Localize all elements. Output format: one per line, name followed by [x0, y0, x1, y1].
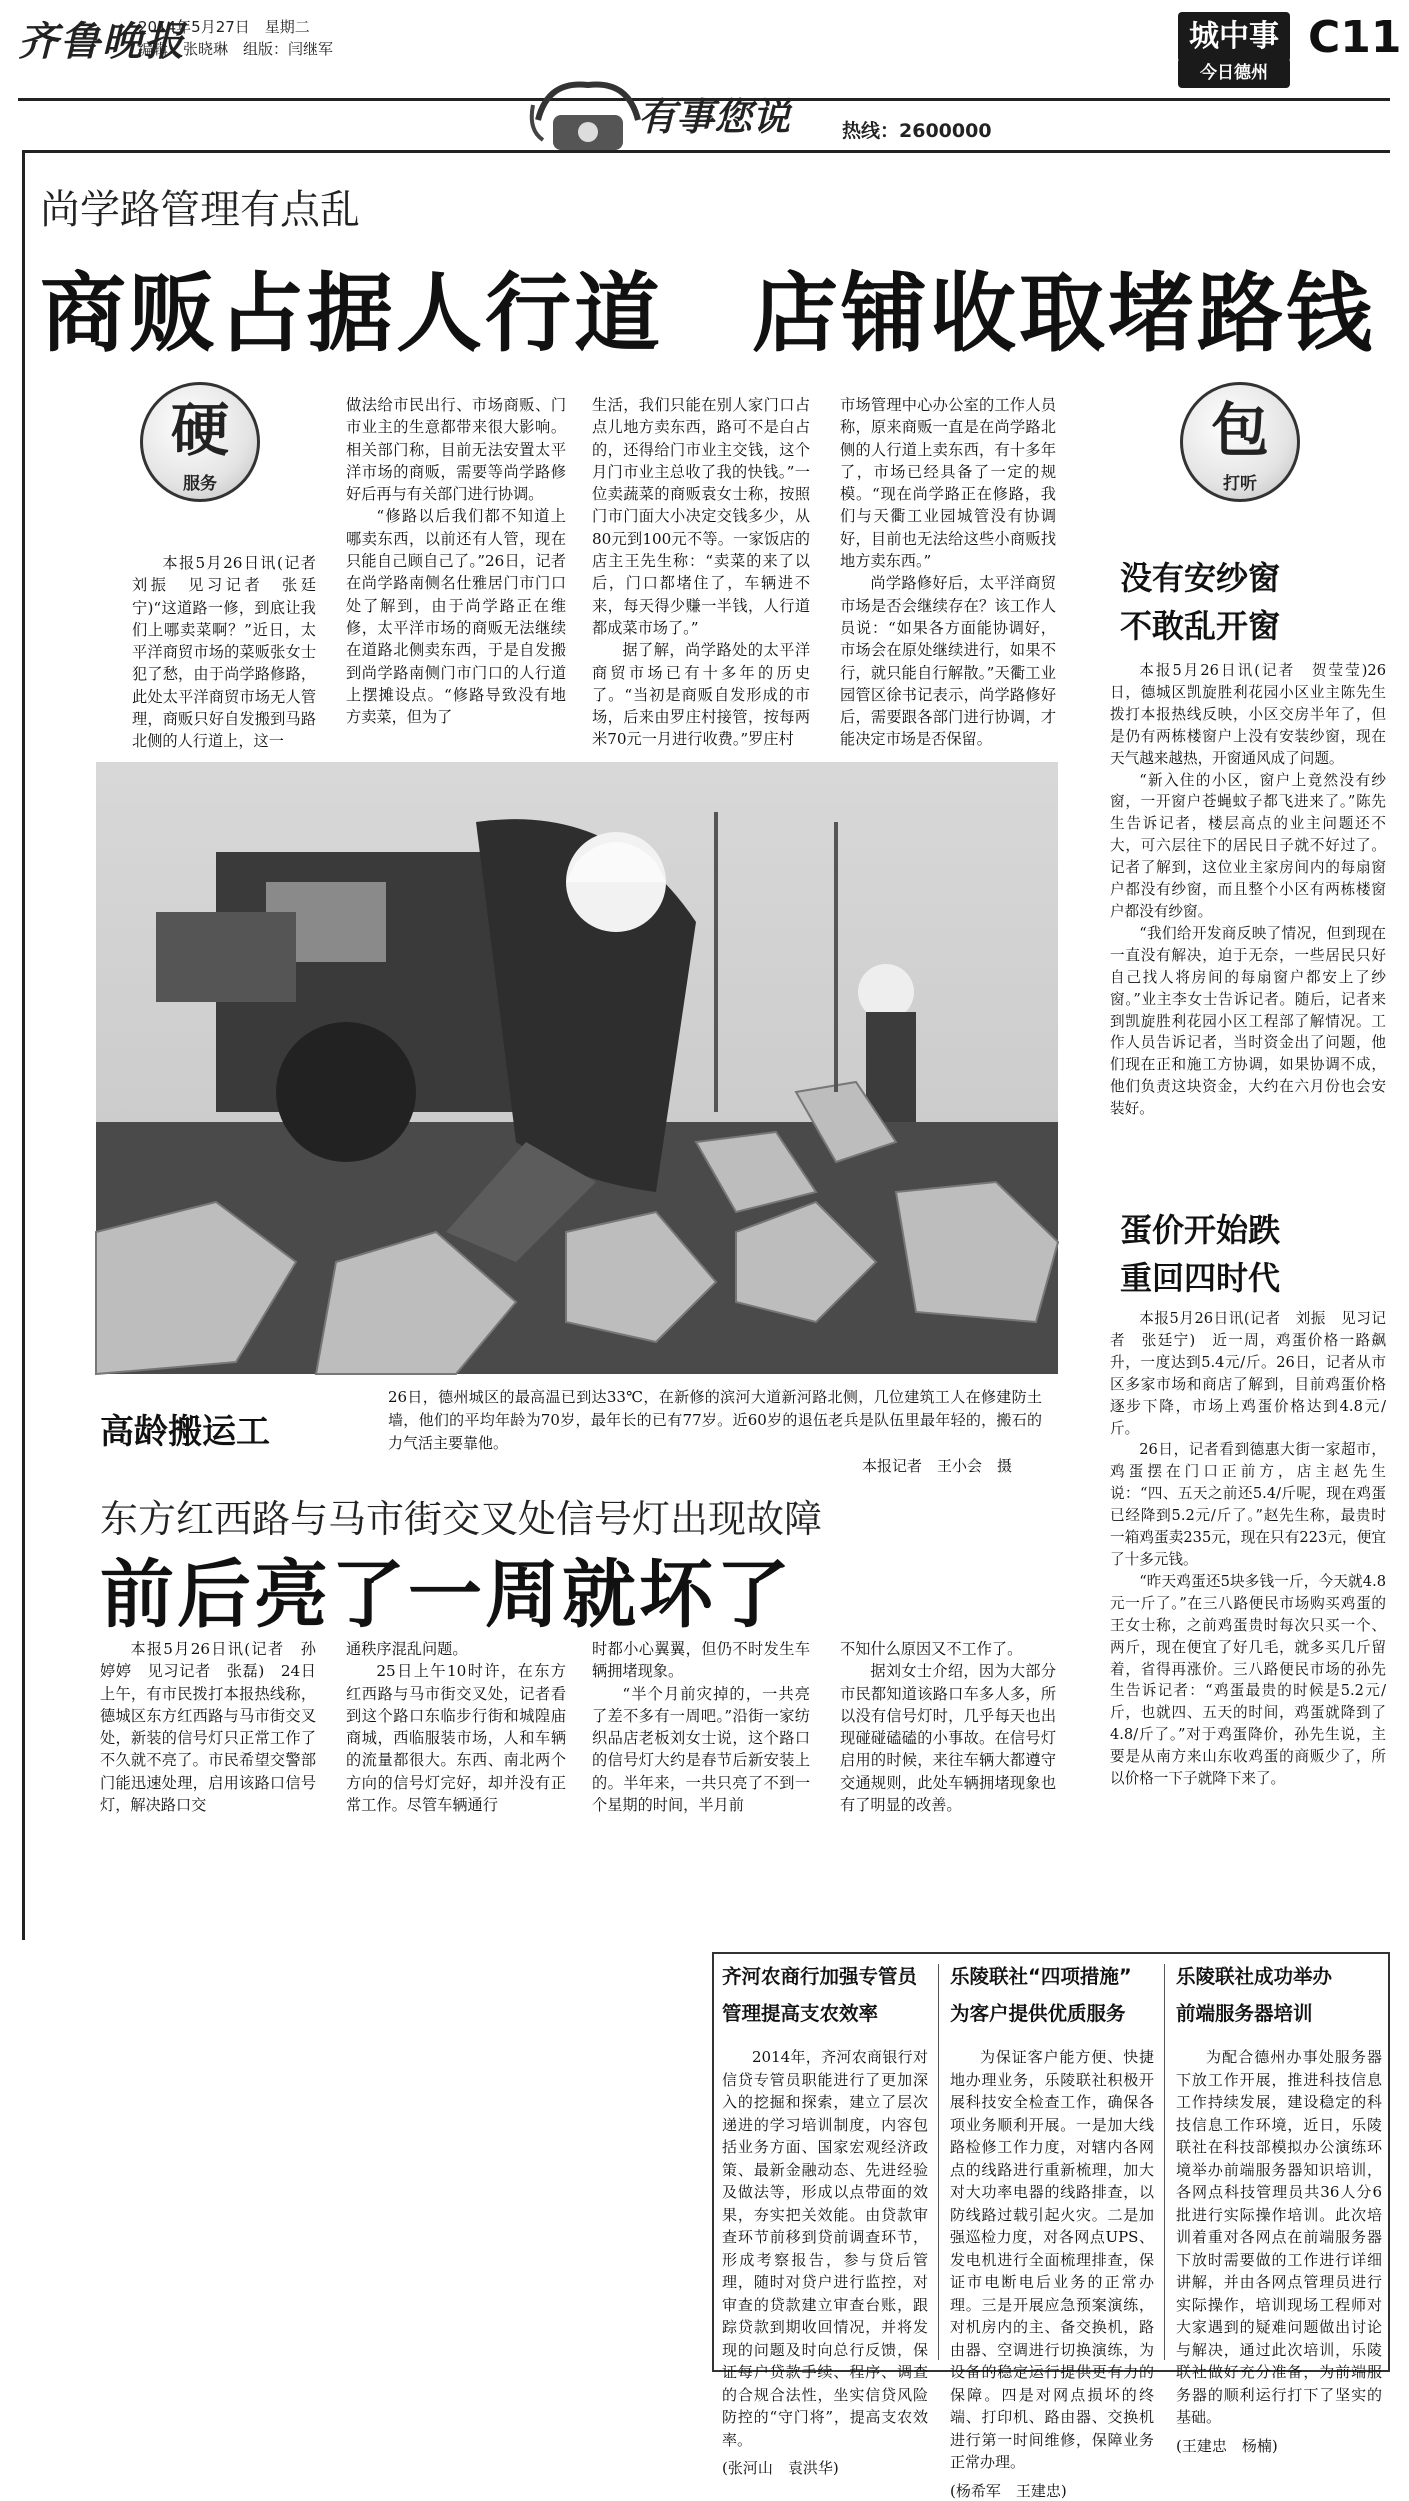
lead-story-column-4 [840, 394, 1056, 751]
brief-headline: 为客户提供优质服务 [950, 2002, 1126, 2025]
paragraph: “昨天鸡蛋还5块多钱一斤，今天就4.8元一斤了。”在三八路便民市场购买鸡蛋的王女士称，之前鸡蛋贵时每次只买一个、两斤，现在便宜了好几毛，就多买几斤留着，省得再涨价。三八路便民市场的孙先生告诉记者：“鸡蛋最贵的时候是5.2元/斤，也就四、五天的时间，鸡蛋就降到了4.8/斤了。”对于鸡蛋降价，孙先生说，主要是从南方来山东收鸡蛋的商贩少了，所以价格一下子就降下来了。 [1110, 1572, 1386, 1788]
news-photo [96, 762, 1058, 1374]
badge-character: 硬 [170, 396, 229, 464]
paragraph: 为保证客户能方便、快捷地办理业务，乐陵联社积极开展科技安全检查工作，确保各项业务顺利开展。一是加大线路检修工作力度，对辖内各网点的线路进行重新梳理，加大对大功率电器的线路排查，以防线路过载引起火灾。二是加强巡检力度，对各网点UPS、发电机进行全面梳理排查，保证市电断电后业务的正常办理。三是开展应急预案演练，对机房内的主、备交换机，路由器、空调进行切换演练，为设备的稳定运行提供更有力的保障。四是对网点损坏的终端、打印机、路由器、交换机进行第一时间维修，保障业务正常办理。 [950, 2048, 1154, 2471]
brief-1 [722, 1958, 928, 2478]
hotline: 热线：2600000 [842, 120, 992, 142]
side-story-1-body [1110, 660, 1386, 1120]
paragraph: “新入住的小区，窗户上竟然没有纱窗，一开窗户苍蝇蚊子都飞进来了。”陈先生告诉记者，楼层高点的业主问题还不大，可六层往下的居民日子就不好过了。记者了解到，这位业主家房间内的每扇窗户都没有纱窗，而且整个小区有两栋楼窗户都没有纱窗。 [1110, 771, 1386, 920]
section-title: 城中事 [1178, 12, 1290, 62]
lead-story-column-3 [592, 394, 810, 751]
paragraph: 本报5月26日讯(记者 孙婷婷 见习记者 张磊) 24日上午，有市民拨打本报热线称，德城区东方红西路与马市街交叉处，新装的信号灯只正常工作了不久就不亮了。市民希望交警部门能迅速处理，启用该路口信号灯，解决路口交 [100, 1640, 316, 1815]
brief-byline: (杨希军 王建忠) [950, 2481, 1067, 2500]
brief-headline: 前端服务器培训 [1176, 2002, 1313, 2025]
lead-story-headline: 商贩占据人行道 店铺收取堵路钱 [40, 264, 1375, 364]
paragraph: 据刘女士介绍，因为大部分市民都知道该路口车多人多，所以没有信号灯时，几乎每天也出现碰碰磕磕的小事故。在信号灯启用的时候，来往车辆大都遵守交通规则，此处车辆拥堵现象也有了明显的改善。 [840, 1662, 1056, 1815]
paragraph: 尚学路修好后，太平洋商贸市场是否会继续存在？该工作人员说：“如果各方面能协调好，市场会在原处继续进行，如果不行，就只能自行解散。”天衢工业园管区徐书记表示，尚学路修好后，需要跟各部门进行协调，才能决定市场是否保留。 [840, 574, 1056, 749]
paragraph: 为配合德州办事处服务器下放工作开展，推进科技信息工作持续发展，建设稳定的科技信息工作环境，近日，乐陵联社在科技部模拟办公演练环境举办前端服务器知识培训，各网点科技管理员共36人分6批进行实际操作培训。此次培训着重对各网点在前端服务器下放时需要做的工作进行详细讲解，并由各网点管理员进行实际操作，培训现场工程师对大家遇到的疑难问题做出讨论与解决，通过此次培训，乐陵联社做好充分准备，为前端服务器的顺利运行打下了坚实的基础。 [1176, 2048, 1382, 2426]
paragraph: 不知什么原因又不工作了。 [840, 1640, 1023, 1658]
brief-headline: 管理提高支农效率 [722, 2002, 879, 2025]
paragraph: 生活，我们只能在别人家门口占点儿地方卖东西，路可不是白占的，还得给门市业主交钱，这个月门市业主总收了我的快钱。”一位卖蔬菜的商贩袁女士称，按照门市门面大小决定交钱多少，从80元到100元不等。一家饭店的店主王先生称：“卖菜的来了以后，门口都堵住了，车辆进不来，每天得少赚一半钱，人行道都成菜市场了。” [592, 396, 810, 637]
masthead-logo: 齐鲁晚报 [18, 18, 186, 65]
photo-credit: 本报记者 王小会 摄 [861, 1457, 1012, 1475]
construction-workers-illustration [96, 762, 1058, 1374]
badge-label: 打听 [1223, 474, 1257, 494]
brief-body [722, 2046, 928, 2451]
caption-text: 26日，德州城区的最高温已到达33℃，在新修的滨河大道新河路北侧，几位建筑工人在修建防土墙，他们的平均年龄为70岁，最年长的已有77岁。近60岁的退伍老兵是队伍里最年轻的，搬石的力气活主要靠他。 [388, 1388, 1042, 1452]
paragraph: 市场管理中心办公室的工作人员称，原来商贩一直是在尚学路北侧的人行道上卖东西，有十多年了，市场已经具备了一定的规模。“现在尚学路正在修路，我们与天衢工业园城管没有协调好，目前也无法给这些小商贩找地方卖东西。” [840, 396, 1056, 571]
paragraph: 2014年，齐河农商银行对信贷专管员职能进行了更加深入的挖掘和探索，建立了层次递进的学习培训制度，内容包括业务方面、国家宏观经济政策、最新金融动态、先进经验及做法等，形成以点带面的效果，夯实把关效能。由贷款审查环节前移到贷前调查环节，形成考察报告，参与贷后管理，随时对贷户进行监控，对审查的贷款建立审查台账，跟踪贷款到期收回情况，并将发现的问题及时向总行反馈，保证每户贷款手续、程序、调查的合规合法性，坐实信贷风险防控的“守门将”，提高支农效率。 [722, 2048, 928, 2449]
photo-caption [388, 1386, 1042, 1478]
photo-title: 高龄搬运工 [100, 1412, 270, 1452]
brief-headline: 乐陵联社“四项措施” [950, 1965, 1132, 1988]
paragraph: 本报5月26日讯(记者 贺莹莹)26日，德城区凯旋胜利花园小区业主陈先生拨打本报热线反映，小区交房半年了，但是仍有两栋楼窗户上没有安装纱窗，现在天气越来越热，开窗通风成了问题。 [1110, 662, 1386, 767]
inquiry-badge [1180, 382, 1300, 502]
paragraph: 通秩序混乱问题。 [346, 1640, 468, 1658]
side-story-1-headline: 没有安纱窗不敢乱开窗 [1120, 559, 1281, 645]
second-story-column-2 [346, 1638, 566, 1816]
paragraph: “修路以后我们都不知道上哪卖东西，以前还有人管，现在只能自己顾自己了。”26日，记者在尚学路南侧名仕雅居门市门口处了解到，由于尚学路正在维修，太平洋市场的商贩无法继续在道路北侧卖东西，于是自发搬到尚学路南侧门市门口的人行道上摆摊设点。“修路导致没有地方卖菜，但为了 [346, 507, 566, 727]
brief-body [1176, 2046, 1382, 2429]
side-story-2-headline: 蛋价开始跌重回四时代 [1120, 1211, 1281, 1297]
paragraph: “半个月前灾掉的，一共亮了差不多有一周吧。”沿街一家纺织品店老板刘女士说，这个路口的信号灯大约是春节后新安装上的。半年来，一共只亮了不到一个星期的时间，半月前 [592, 1684, 810, 1815]
second-story-column-4 [840, 1638, 1056, 1816]
brief-byline: (张河山 袁洪华) [722, 2459, 839, 2477]
paragraph: 做法给市民出行、市场商贩、门市业主的生意都带来很大影响。相关部门称，目前无法安置太平洋市场的商贩，需要等尚学路修好后再与有关部门进行协调。 [346, 396, 566, 504]
side-story-2-body [1110, 1308, 1386, 1790]
editor-line: 编辑：张晓琳 组版：闫继军 [138, 40, 334, 58]
paragraph: “我们给开发商反映了情况，但到现在一直没有解决，迫于无奈，一些居民只好自己找人将房间的每扇窗户都安上了纱窗。”业主李女士告诉记者。随后，记者来到凯旋胜利花园小区工程部了解情况。工作人员告诉记者，当时资金出了问题，他们现在正和施工方协调，如果协调不成，他们负责这块资金，大约在六月份也会安装好。 [1110, 924, 1386, 1118]
paragraph: 本报5月26日讯(记者 刘振 见习记者 张廷宁) 近一周，鸡蛋价格一路飙升，一度达到5.4元/斤。26日，记者从市区多家市场和商店了解到，目前鸡蛋价格逐步下降，市场上鸡蛋价格达到4.8元/斤。 [1110, 1310, 1386, 1437]
hard-service-badge [140, 382, 260, 502]
badge-label: 服务 [183, 474, 217, 494]
paragraph: 26日，记者看到德惠大街一家超市，鸡蛋摆在门口正前方，店主赵先生说：“四、五天之前还5.4/斤呢，现在鸡蛋已经降到5.2元/斤了。”赵先生称，最贵时一箱鸡蛋卖235元，现在只有223元，便宜了十多元钱。 [1110, 1441, 1386, 1568]
date-line: 2014年5月27日 星期二 [138, 18, 310, 36]
paragraph: 本报5月26日讯(记者 刘振 见习记者 张廷宁)“这道路一修，到底让我们上哪卖菜啊？”近日，太平洋商贸市场的菜贩张女士犯了愁，由于尚学路修路，此处太平洋商贸市场无人管理，商贩只好自发搬到马路北侧的人行道上，这一 [132, 554, 332, 751]
lead-story-column-2 [346, 394, 566, 728]
page-number: C11 [1308, 12, 1402, 63]
column-divider [1164, 1964, 1165, 2360]
brief-byline: (王建忠 杨楠) [1176, 2436, 1278, 2455]
telephone-icon [528, 60, 648, 160]
second-story-column-3 [592, 1638, 810, 1816]
brief-3 [1176, 1958, 1382, 2456]
second-story-kicker: 东方红西路与马市街交叉处信号灯出现故障 [100, 1497, 823, 1541]
second-story-column-1 [100, 1638, 316, 1816]
section-subtitle: 今日德州 [1178, 58, 1290, 88]
column-name: 有事您说 [638, 95, 791, 139]
brief-2 [950, 1958, 1154, 2501]
paragraph: 25日上午10时许，在东方红西路与马市街交叉处，记者看到这个路口东临步行街和城隍庙商城，西临服装市场，人和车辆的流量都很大。东西、南北两个方向的信号灯完好，却并没有正常工作。尽管车辆通行 [346, 1662, 566, 1815]
brief-headline: 齐河农商行加强专管员 [722, 1965, 918, 1988]
lead-story-kicker: 尚学路管理有点乱 [40, 187, 360, 233]
badge-character: 包 [1210, 396, 1269, 464]
column-divider [938, 1964, 939, 2360]
brief-body [950, 2046, 1154, 2474]
second-story-headline: 前后亮了一周就坏了 [100, 1552, 793, 1638]
paragraph: 据了解，尚学路处的太平洋商贸市场已有十多年的历史了。“当初是商贩自发形成的市场，后来由罗庄村接管，按每两米70元一月进行收费。”罗庄村 [592, 641, 810, 749]
lead-story-column-1 [132, 552, 332, 753]
brief-headline: 乐陵联社成功举办 [1176, 1965, 1333, 1988]
paragraph: 时都小心翼翼，但仍不时发生车辆拥堵现象。 [592, 1640, 810, 1681]
